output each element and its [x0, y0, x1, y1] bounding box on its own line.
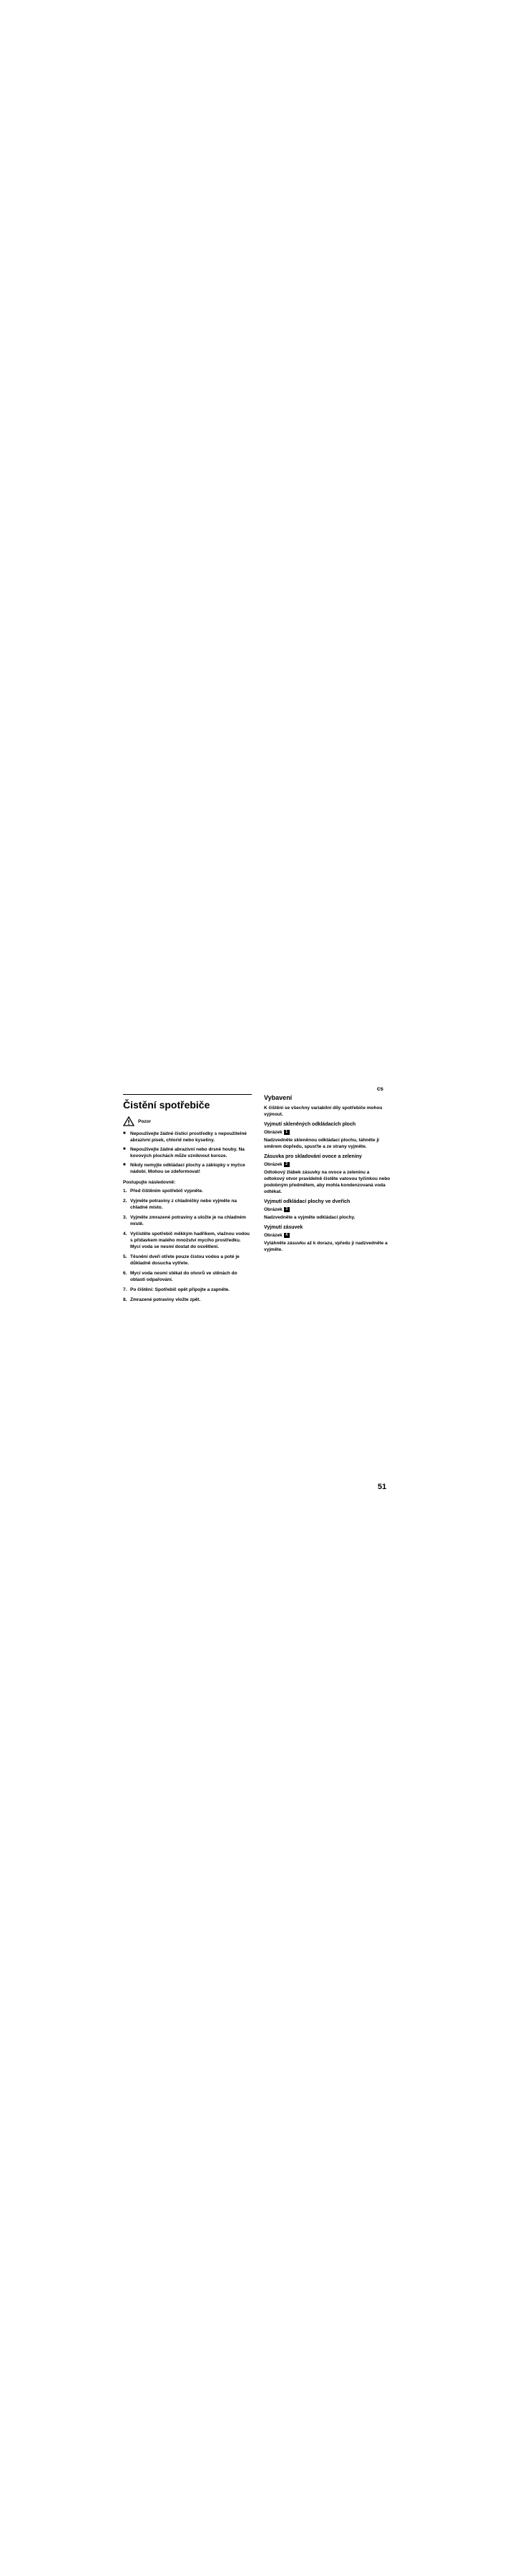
list-item	[123, 1297, 252, 1303]
step-text: Vyjměte potraviny z chladničky nebo vyjměte na chladné místo.	[130, 1199, 237, 1210]
title-rule	[123, 1094, 252, 1095]
page-title: Čistění spotřebiče	[123, 1099, 210, 1111]
subsection-title: Vyjmutí skleněných odkládacích ploch	[264, 1122, 356, 1127]
list-item	[123, 1188, 252, 1194]
figure-label: Obrázek	[264, 1207, 283, 1212]
figure-reference	[264, 1206, 391, 1213]
language-code: cs	[377, 1085, 383, 1092]
subsection-text: Vytáhněte zásuvku až k dorazu, vpředu ji nadzvedněte a vyjměte.	[264, 1241, 388, 1252]
figure-number-badge: 3	[284, 1207, 290, 1212]
subsection-title: Vyjmutí zásuvek	[264, 1225, 303, 1230]
list-item	[123, 1287, 252, 1293]
page-number: 51	[378, 1483, 387, 1491]
figure-label: Obrázek	[264, 1162, 283, 1167]
bullet-icon: ■	[123, 1131, 126, 1136]
list-item	[123, 1162, 252, 1175]
warning-triangle-icon	[123, 1116, 134, 1126]
step-number: 6.	[123, 1271, 127, 1276]
list-item	[123, 1198, 252, 1211]
steps-list	[123, 1188, 252, 1303]
list-item	[123, 1254, 252, 1267]
bullet-text: Nepoužívejte žádné abrazivní nebo drsné houby. Na kovových plochách může vzniknout koroze.	[130, 1147, 245, 1158]
procedure-intro: Postupujte následovně:	[123, 1180, 176, 1185]
step-text: Vyčistěte spotřebič měkkým hadříkem, vlažnou vodou s přídavkem malého množství mycího prostředku. Mycí voda se nesmí dostat do osvětlení.	[130, 1231, 250, 1249]
list-item	[123, 1146, 252, 1159]
figure-number-badge: 1	[284, 1130, 290, 1135]
step-text: Před čištěním spotřebič vypněte.	[130, 1189, 203, 1194]
step-text: Zmrazené potraviny vložte zpět.	[130, 1297, 201, 1302]
figure-reference	[264, 1161, 391, 1168]
step-number: 7.	[123, 1287, 127, 1292]
step-number: 8.	[123, 1297, 127, 1302]
figure-reference	[264, 1129, 391, 1136]
warning-list	[123, 1131, 252, 1175]
figure-reference	[264, 1232, 391, 1239]
step-number: 1.	[123, 1189, 127, 1194]
list-item	[123, 1214, 252, 1227]
section-heading: Vybavení	[264, 1094, 293, 1101]
warning-box	[123, 1116, 252, 1126]
step-number: 3.	[123, 1215, 127, 1220]
step-text: Těsnění dveří otřete pouze čistou vodou a poté je důkladně dosucha vytřete.	[130, 1254, 240, 1266]
subsection-text: Odtokový žlábek zásuvky na ovoce a zeleninu a odtokový otvor pravidelně čistěte vatovou tyčinkou nebo podobným předmětem, aby mohla kondenzovaná voda odtékat.	[264, 1170, 391, 1194]
step-text: Mycí voda nesmí stékat do otvorů ve stěnách do oblasti odpařování.	[130, 1271, 237, 1282]
figure-number-badge: 2	[284, 1162, 290, 1167]
step-number: 5.	[123, 1254, 127, 1259]
left-column	[123, 1094, 252, 1307]
step-text: Po čištění: Spotřebič opět připojte a zapněte.	[130, 1287, 230, 1292]
step-number: 4.	[123, 1231, 127, 1236]
figure-label: Obrázek	[264, 1130, 283, 1135]
list-item	[123, 1131, 252, 1143]
subsection-title: Zásuvka pro skladování ovoce a zeleniny	[264, 1154, 362, 1159]
bullet-icon: ■	[123, 1147, 126, 1151]
subsection-text: Nadzvedněte skleněnou odkládací plochu, táhněte ji směrem dopředu, spusťte a ze strany vyjměte.	[264, 1138, 380, 1149]
subsection-title: Vyjmutí odkládací plochy ve dveřích	[264, 1199, 350, 1204]
subsection-text: Nadzvedněte a vyjměte odkládací plochy.	[264, 1215, 355, 1220]
warning-label: Pozor	[138, 1118, 152, 1124]
bullet-icon: ■	[123, 1163, 126, 1167]
step-number: 2.	[123, 1199, 127, 1204]
figure-label: Obrázek	[264, 1233, 283, 1238]
section-intro: K čištění se všechny variabilní díly spotřebiče mohou vyjmout.	[264, 1106, 383, 1117]
figure-number-badge: 4	[284, 1233, 290, 1238]
list-item	[123, 1270, 252, 1283]
bullet-text: Nepoužívejte žádné čisticí prostředky s nepoužitelné abrazivní písek, chlorid nebo kyseliny.	[130, 1131, 247, 1143]
list-item	[123, 1231, 252, 1250]
right-column	[264, 1094, 391, 1254]
bullet-text: Nikdy nemyjte odkládací plochy a záklopky v myčce nádobí. Mohou se zdeformovat!	[130, 1163, 245, 1174]
step-text: Vyjměte zmrazené potraviny a uložte je na chladném místě.	[130, 1215, 246, 1226]
